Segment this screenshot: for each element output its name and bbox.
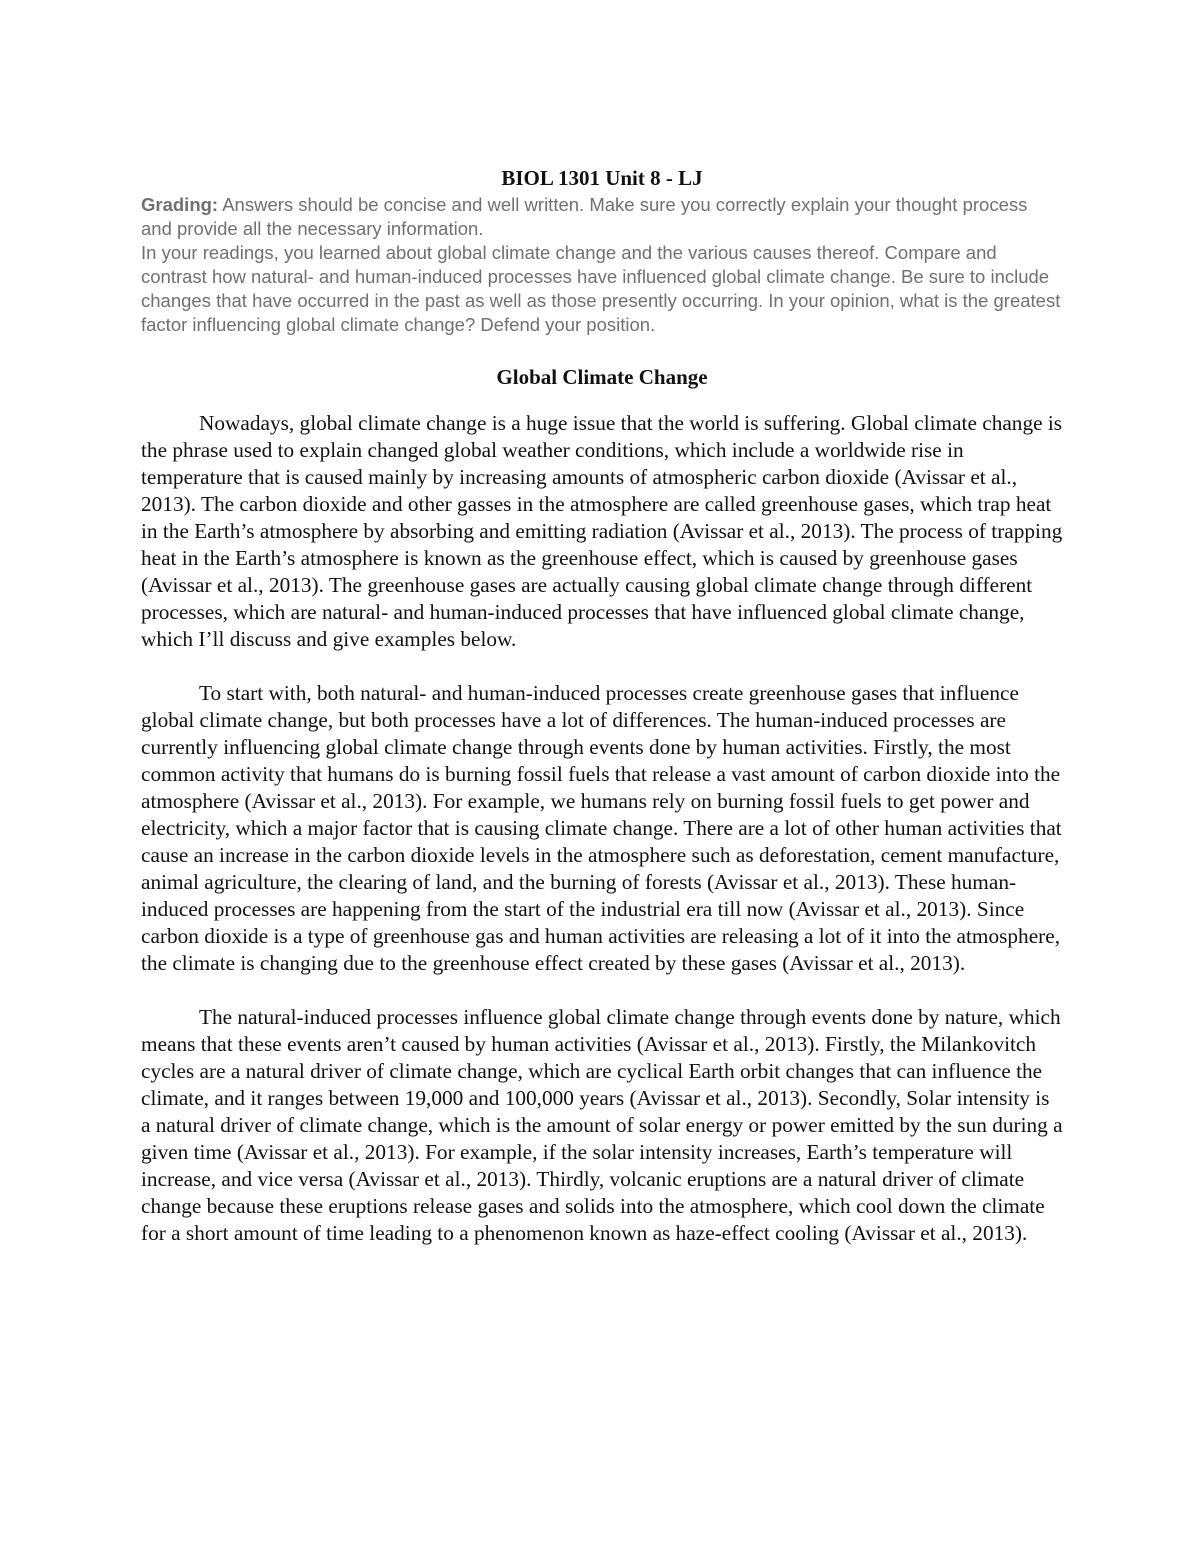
- essay-paragraph: To start with, both natural- and human-induced processes create greenhouse gases that influence global climate change, but both processes have a lot of differences. The human-induced processes are currently influencing global climate change through events done by human activities. Firstly, the most common activity that humans do is burning fossil fuels that release a vast amount of carbon dioxide into the atmosphere (Avissar et al., 2013). For example, we humans rely on burning fossil fuels to get power and electricity, which a major factor that is causing climate change. There are a lot of other human activities that cause an increase in the carbon dioxide levels in the atmosphere such as deforestation, cement manufacture, animal agriculture, the clearing of land, and the burning of forests (Avissar et al., 2013). These human-induced processes are happening from the start of the industrial era till now (Avissar et al., 2013). Since carbon dioxide is a type of greenhouse gas and human activities are releasing a lot of it into the atmosphere, the climate is changing due to the greenhouse effect created by these gases (Avissar et al., 2013).: [141, 681, 1062, 975]
- grading-instructions: [141, 193, 1063, 241]
- essay-paragraph: The natural-induced processes influence global climate change through events done by nature, which means that these events aren’t caused by human activities (Avissar et al., 2013). Firstly, the Milankovitch cycles are a natural driver of climate change, which are cyclical Earth orbit changes that can influence the climate, and it ranges between 19,000 and 100,000 years (Avissar et al., 2013). Secondly, Solar intensity is a natural driver of climate change, which is the amount of solar energy or power emitted by the sun during a given time (Avissar et al., 2013). For example, if the solar intensity increases, Earth’s temperature will increase, and vice versa (Avissar et al., 2013). Thirdly, volcanic eruptions are a natural driver of climate change because these eruptions release gases and solids into the atmosphere, which cool down the climate for a short amount of time leading to a phenomenon known as haze-effect cooling (Avissar et al., 2013).: [141, 1005, 1063, 1245]
- assignment-question: In your readings, you learned about global climate change and the various causes thereof. Compare and contrast how natural- and human-induced processes have influenced global climate change. Be sure to include changes that have occurred in the past as well as those presently occurring. In your opinion, what is the greatest factor influencing global climate change? Defend your position.: [141, 242, 1061, 335]
- grading-text: Answers should be concise and well written. Make sure you correctly explain your thought process and provide all the necessary information.: [141, 194, 1028, 239]
- document-page: [141, 163, 1063, 1247]
- essay-title: Global Climate Change: [496, 365, 708, 389]
- document-title: BIOL 1301 Unit 8 - LJ: [501, 166, 703, 190]
- essay-paragraph: Nowadays, global climate change is a huge issue that the world is suffering. Global climate change is the phrase used to explain changed global weather conditions, which include a worldwide rise in temperature that is caused mainly by increasing amounts of atmospheric carbon dioxide (Avissar et al., 2013). The carbon dioxide and other gasses in the atmosphere are called greenhouse gases, which trap heat in the Earth’s atmosphere by absorbing and emitting radiation (Avissar et al., 2013). The process of trapping heat in the Earth’s atmosphere is known as the greenhouse effect, which is caused by greenhouse gases (Avissar et al., 2013). The greenhouse gases are actually causing global climate change through different processes, which are natural- and human-induced processes that have influenced global climate change, which I’ll discuss and give examples below.: [141, 411, 1063, 651]
- grading-label: Grading:: [141, 194, 219, 215]
